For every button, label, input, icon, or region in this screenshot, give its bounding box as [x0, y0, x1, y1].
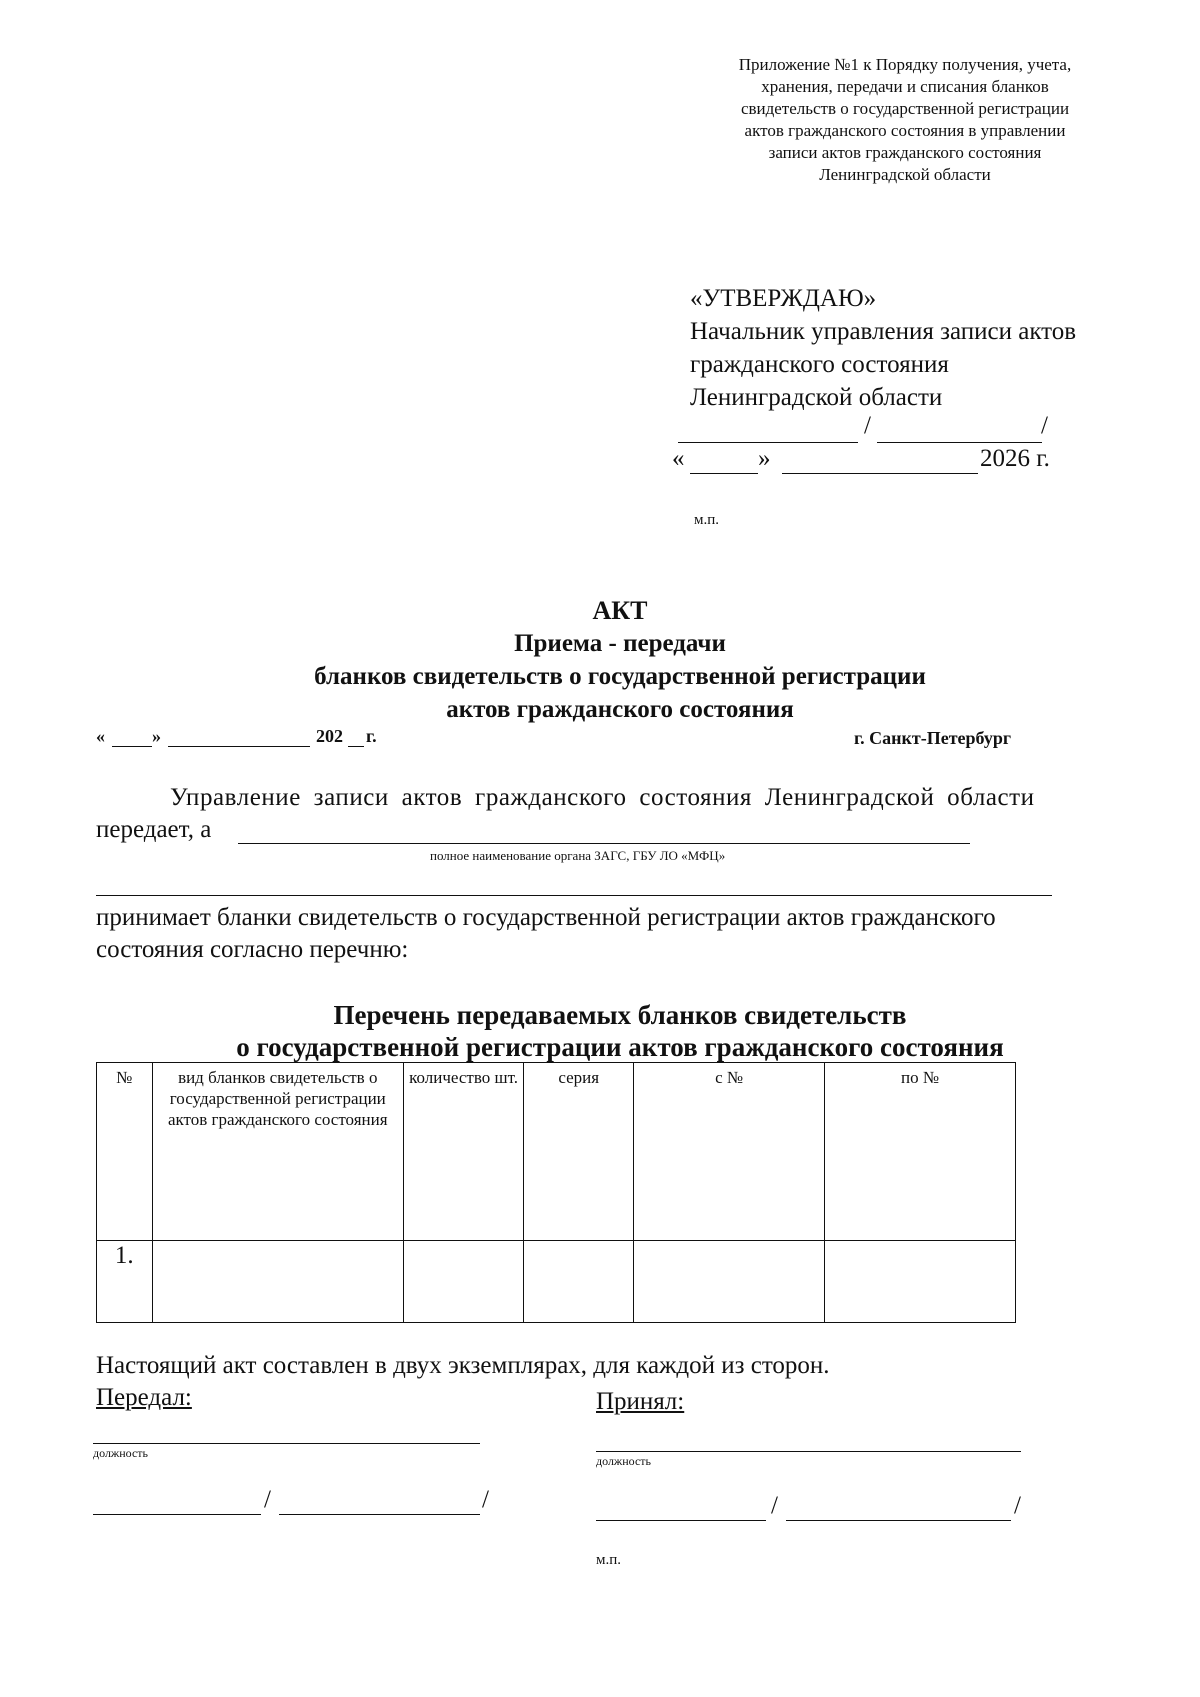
year-line[interactable] [348, 746, 364, 747]
column-header: по № [825, 1063, 1016, 1241]
receiver-position-line[interactable] [596, 1451, 1021, 1452]
act-title: АКТ [592, 596, 648, 625]
sender-name-line[interactable] [279, 1514, 480, 1515]
table-cell-series[interactable] [524, 1241, 634, 1323]
sender-slash: / [264, 1486, 271, 1513]
approval-position-line: Начальник управления записи актов [690, 318, 1077, 345]
act-subtitle: актов гражданского состояния [446, 696, 794, 723]
city: г. Санкт-Петербург [854, 728, 1012, 748]
act-subtitle: Приема - передачи [514, 630, 726, 657]
approval-day-line[interactable] [690, 473, 758, 474]
table-cell-number: 1. [97, 1241, 153, 1323]
list-title: Перечень передаваемых бланков свидетельств [333, 1000, 907, 1030]
table-cell-from[interactable] [634, 1241, 825, 1323]
approval-slash: / [864, 412, 871, 439]
appendix-line: актов гражданского состояния в управлении [744, 121, 1066, 140]
appendix-line: записи актов гражданского состояния [768, 143, 1042, 162]
receiver-slash-end: / [1014, 1492, 1021, 1519]
approval-name-line[interactable] [877, 442, 1042, 443]
appendix-line: хранения, передачи и списания бланков [761, 77, 1049, 96]
month-line[interactable] [168, 746, 310, 747]
recipient-name-line-2[interactable] [96, 895, 1052, 896]
receiver-label: Принял: [596, 1388, 685, 1415]
appendix-line: Приложение №1 к Порядку получения, учета, [738, 55, 1072, 74]
recipient-field-caption: полное наименование органа ЗАГС, ГБУ ЛО «МФЦ» [430, 848, 726, 863]
approval-year: 2026 г. [980, 445, 1050, 472]
transfer-paragraph-prefix: передает, а [96, 816, 212, 843]
receiver-slash: / [771, 1492, 778, 1519]
column-header: вид бланков свидетельств о государственной регистрации актов гражданского состояния [152, 1063, 403, 1241]
appendix-note [690, 54, 1120, 186]
date-close-quote: » [152, 726, 161, 746]
sender-slash-end: / [482, 1486, 489, 1513]
table-cell-type[interactable] [152, 1241, 403, 1323]
list-title: о государственной регистрации актов гражданского состояния [236, 1032, 1004, 1062]
approval-signature-line[interactable] [678, 442, 858, 443]
year-suffix: г. [366, 726, 377, 746]
appendix-line: свидетельств о государственной регистрации [740, 99, 1070, 118]
column-header: № [97, 1063, 153, 1241]
approval-date-open: « [672, 445, 685, 472]
sender-position-line[interactable] [93, 1443, 480, 1444]
approval-block [690, 282, 1076, 414]
receiver-position-caption: должность [596, 1454, 651, 1468]
approval-heading: «УТВЕРЖДАЮ» [690, 285, 877, 312]
column-header: с № [634, 1063, 825, 1241]
column-header: количество шт. [403, 1063, 523, 1241]
table-cell-quantity[interactable] [403, 1241, 523, 1323]
day-line[interactable] [112, 746, 152, 747]
sender-position-caption: должность [93, 1446, 148, 1460]
approval-month-line[interactable] [782, 473, 978, 474]
recipient-name-line[interactable] [238, 843, 970, 844]
approval-position-line: гражданского состояния [690, 351, 949, 378]
sender-label: Передал: [96, 1384, 192, 1411]
accepts-paragraph: состояния согласно перечню: [96, 936, 409, 963]
table-cell-to[interactable] [825, 1241, 1016, 1323]
sender-signature-line[interactable] [93, 1514, 261, 1515]
approval-date-close: » [758, 445, 771, 472]
stamp-placeholder: м.п. [694, 512, 720, 528]
act-subtitle: бланков свидетельств о государственной регистрации [314, 663, 926, 690]
copies-statement: Настоящий акт составлен в двух экземплярах, для каждой из сторон. [96, 1352, 830, 1379]
table-row [97, 1241, 1016, 1323]
column-header: серия [524, 1063, 634, 1241]
receiver-signature-line[interactable] [596, 1520, 766, 1521]
transfer-paragraph: Управление записи актов гражданского состояния Ленинградской области [170, 784, 1035, 811]
date-open-quote: « [96, 726, 105, 746]
year-prefix: 202 [316, 726, 343, 746]
appendix-line: Ленинградской области [819, 165, 991, 184]
blanks-table [96, 1062, 1016, 1323]
table-header-row [97, 1063, 1016, 1241]
approval-position-line: Ленинградской области [690, 384, 943, 411]
approval-slash-end: / [1041, 412, 1048, 439]
stamp-placeholder: м.п. [596, 1552, 622, 1568]
receiver-name-line[interactable] [786, 1520, 1011, 1521]
accepts-paragraph: принимает бланки свидетельств о государственной регистрации актов гражданского [96, 904, 996, 931]
